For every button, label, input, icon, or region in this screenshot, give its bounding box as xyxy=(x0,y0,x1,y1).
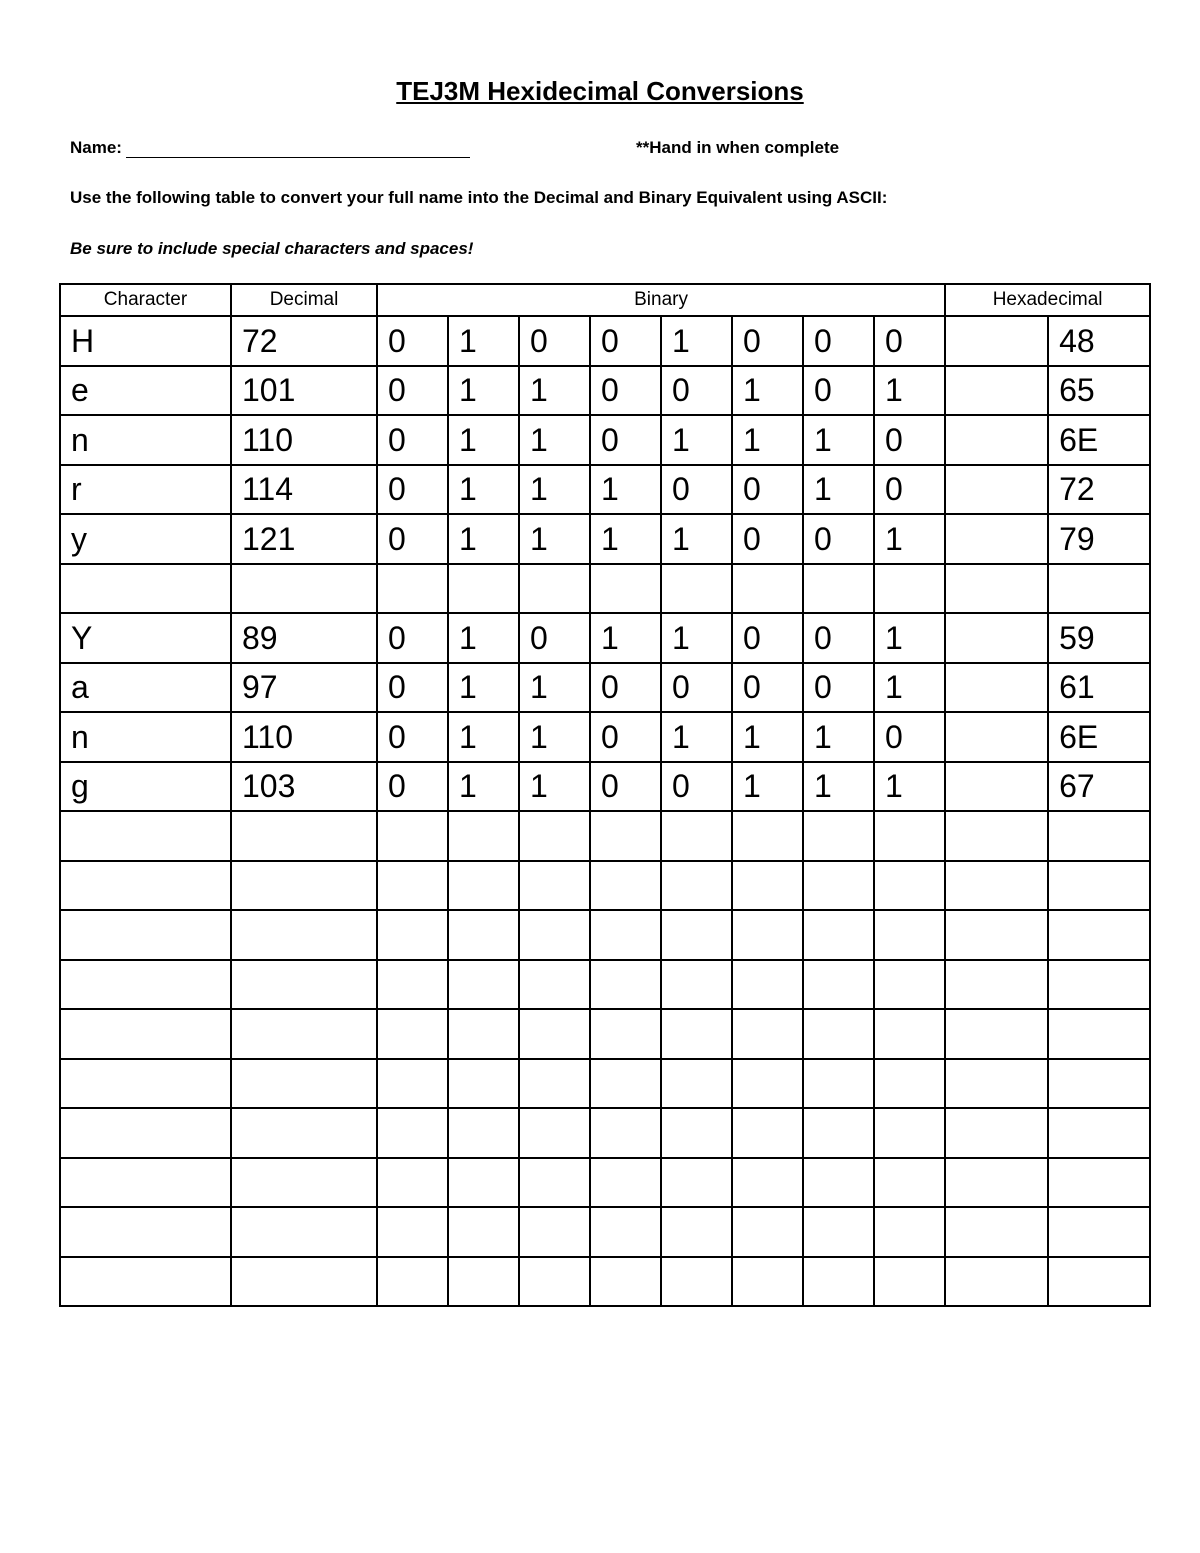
binary-bit-cell[interactable]: 1 xyxy=(519,663,590,713)
binary-bit-cell[interactable]: 0 xyxy=(377,465,448,515)
binary-bit-cell[interactable] xyxy=(377,1108,448,1158)
binary-bit-cell[interactable]: 1 xyxy=(448,415,519,465)
character-cell[interactable] xyxy=(60,960,231,1010)
binary-bit-cell[interactable]: 1 xyxy=(519,415,590,465)
table-row xyxy=(60,514,1150,564)
binary-bit-cell[interactable] xyxy=(661,811,732,861)
table-header-row xyxy=(60,284,1150,316)
binary-bit-cell[interactable]: 1 xyxy=(874,663,945,713)
binary-bit-cell[interactable]: 0 xyxy=(377,613,448,663)
hex-spacer-cell[interactable] xyxy=(945,861,1048,911)
decimal-cell[interactable]: 97 xyxy=(231,663,377,713)
binary-bit-cell[interactable]: 1 xyxy=(519,712,590,762)
binary-bit-cell[interactable]: 0 xyxy=(732,465,803,515)
binary-bit-cell[interactable] xyxy=(732,564,803,614)
table-row xyxy=(60,811,1150,861)
binary-bit-cell[interactable]: 1 xyxy=(874,762,945,812)
binary-bit-cell[interactable] xyxy=(874,1207,945,1257)
instructions: Use the following table to convert your full name into the Decimal and Binary Equivalent using ASCII: xyxy=(70,188,888,207)
binary-bit-cell[interactable]: 0 xyxy=(732,514,803,564)
binary-bit-cell[interactable] xyxy=(803,1009,874,1059)
binary-bit-cell[interactable]: 0 xyxy=(519,613,590,663)
binary-bit-cell[interactable] xyxy=(519,564,590,614)
binary-bit-cell[interactable] xyxy=(448,1059,519,1109)
binary-bit-cell[interactable] xyxy=(732,960,803,1010)
hexadecimal-cell[interactable]: 6E xyxy=(1048,712,1150,762)
character-cell[interactable] xyxy=(60,861,231,911)
binary-bit-cell[interactable] xyxy=(448,861,519,911)
table-row xyxy=(60,415,1150,465)
binary-bit-cell[interactable]: 0 xyxy=(874,316,945,366)
binary-bit-cell[interactable] xyxy=(377,1207,448,1257)
decimal-cell[interactable] xyxy=(231,1257,377,1307)
table-row xyxy=(60,1158,1150,1208)
conversion-table xyxy=(59,283,1151,1307)
binary-bit-cell[interactable] xyxy=(874,1009,945,1059)
binary-bit-cell[interactable] xyxy=(448,1158,519,1208)
table-row xyxy=(60,960,1150,1010)
binary-bit-cell[interactable] xyxy=(377,1158,448,1208)
decimal-cell[interactable] xyxy=(231,1207,377,1257)
binary-bit-cell[interactable]: 1 xyxy=(448,514,519,564)
hexadecimal-cell[interactable] xyxy=(1048,1108,1150,1158)
name-row xyxy=(70,138,470,158)
character-cell[interactable]: r xyxy=(60,465,231,515)
binary-bit-cell[interactable] xyxy=(803,1158,874,1208)
binary-bit-cell[interactable] xyxy=(519,910,590,960)
binary-bit-cell[interactable] xyxy=(874,1257,945,1307)
decimal-cell[interactable]: 89 xyxy=(231,613,377,663)
hex-spacer-cell[interactable] xyxy=(945,415,1048,465)
page-title: TEJ3M Hexidecimal Conversions xyxy=(396,76,804,106)
binary-bit-cell[interactable]: 0 xyxy=(732,316,803,366)
binary-bit-cell[interactable]: 0 xyxy=(377,415,448,465)
binary-bit-cell[interactable]: 0 xyxy=(874,415,945,465)
binary-bit-cell[interactable] xyxy=(377,1009,448,1059)
character-cell[interactable] xyxy=(60,1009,231,1059)
character-cell[interactable]: g xyxy=(60,762,231,812)
character-cell[interactable] xyxy=(60,564,231,614)
binary-bit-cell[interactable] xyxy=(590,811,661,861)
hex-spacer-cell[interactable] xyxy=(945,712,1048,762)
binary-bit-cell[interactable]: 0 xyxy=(377,366,448,416)
binary-bit-cell[interactable] xyxy=(803,1108,874,1158)
hexadecimal-cell[interactable]: 61 xyxy=(1048,663,1150,713)
decimal-cell[interactable]: 110 xyxy=(231,712,377,762)
binary-bit-cell[interactable]: 1 xyxy=(519,465,590,515)
character-cell[interactable]: y xyxy=(60,514,231,564)
table-row xyxy=(60,712,1150,762)
binary-bit-cell[interactable] xyxy=(448,1009,519,1059)
binary-bit-cell[interactable]: 0 xyxy=(590,663,661,713)
binary-bit-cell[interactable] xyxy=(803,811,874,861)
binary-bit-cell[interactable]: 1 xyxy=(732,415,803,465)
table-row xyxy=(60,564,1150,614)
hexadecimal-cell[interactable]: 6E xyxy=(1048,415,1150,465)
binary-bit-cell[interactable] xyxy=(874,564,945,614)
binary-bit-cell[interactable]: 0 xyxy=(590,415,661,465)
binary-bit-cell[interactable] xyxy=(590,1059,661,1109)
hex-spacer-cell[interactable] xyxy=(945,564,1048,614)
decimal-cell[interactable] xyxy=(231,1009,377,1059)
hexadecimal-cell[interactable] xyxy=(1048,1009,1150,1059)
decimal-cell[interactable] xyxy=(231,1059,377,1109)
binary-bit-cell[interactable]: 0 xyxy=(874,465,945,515)
binary-bit-cell[interactable] xyxy=(590,564,661,614)
binary-bit-cell[interactable] xyxy=(590,1158,661,1208)
binary-bit-cell[interactable]: 1 xyxy=(803,415,874,465)
decimal-cell[interactable] xyxy=(231,910,377,960)
table-row xyxy=(60,465,1150,515)
decimal-cell[interactable] xyxy=(231,564,377,614)
binary-bit-cell[interactable]: 1 xyxy=(448,712,519,762)
decimal-cell[interactable] xyxy=(231,811,377,861)
binary-bit-cell[interactable] xyxy=(448,1108,519,1158)
binary-bit-cell[interactable]: 0 xyxy=(803,366,874,416)
binary-bit-cell[interactable] xyxy=(590,910,661,960)
table-row xyxy=(60,910,1150,960)
binary-bit-cell[interactable] xyxy=(590,1108,661,1158)
binary-bit-cell[interactable]: 0 xyxy=(590,316,661,366)
binary-bit-cell[interactable] xyxy=(661,1059,732,1109)
binary-bit-cell[interactable] xyxy=(732,1009,803,1059)
hex-spacer-cell[interactable] xyxy=(945,811,1048,861)
binary-bit-cell[interactable] xyxy=(661,564,732,614)
hexadecimal-cell[interactable]: 72 xyxy=(1048,465,1150,515)
binary-bit-cell[interactable] xyxy=(377,811,448,861)
binary-bit-cell[interactable] xyxy=(661,1108,732,1158)
binary-bit-cell[interactable] xyxy=(590,861,661,911)
binary-bit-cell[interactable]: 1 xyxy=(448,613,519,663)
table-row xyxy=(60,366,1150,416)
hex-spacer-cell[interactable] xyxy=(945,1009,1048,1059)
binary-bit-cell[interactable]: 0 xyxy=(661,465,732,515)
character-cell[interactable] xyxy=(60,910,231,960)
decimal-cell[interactable]: 121 xyxy=(231,514,377,564)
character-cell[interactable]: a xyxy=(60,663,231,713)
hex-spacer-cell[interactable] xyxy=(945,465,1048,515)
binary-bit-cell[interactable] xyxy=(661,960,732,1010)
binary-bit-cell[interactable]: 1 xyxy=(448,465,519,515)
hexadecimal-cell[interactable] xyxy=(1048,811,1150,861)
binary-bit-cell[interactable] xyxy=(732,910,803,960)
binary-bit-cell[interactable] xyxy=(732,1108,803,1158)
binary-bit-cell[interactable] xyxy=(448,564,519,614)
binary-bit-cell[interactable] xyxy=(519,1059,590,1109)
hexadecimal-cell[interactable] xyxy=(1048,910,1150,960)
table-row xyxy=(60,1257,1150,1307)
binary-bit-cell[interactable] xyxy=(448,960,519,1010)
binary-bit-cell[interactable]: 0 xyxy=(803,514,874,564)
hex-spacer-cell[interactable] xyxy=(945,960,1048,1010)
binary-bit-cell[interactable]: 1 xyxy=(448,762,519,812)
decimal-cell[interactable]: 103 xyxy=(231,762,377,812)
hex-spacer-cell[interactable] xyxy=(945,1158,1048,1208)
binary-bit-cell[interactable]: 1 xyxy=(803,465,874,515)
header-decimal: Decimal xyxy=(231,284,377,316)
binary-bit-cell[interactable]: 1 xyxy=(590,514,661,564)
table-row xyxy=(60,1059,1150,1109)
binary-bit-cell[interactable] xyxy=(448,811,519,861)
binary-bit-cell[interactable]: 1 xyxy=(590,465,661,515)
binary-bit-cell[interactable]: 1 xyxy=(661,514,732,564)
binary-bit-cell[interactable]: 1 xyxy=(519,762,590,812)
decimal-cell[interactable] xyxy=(231,960,377,1010)
hexadecimal-cell[interactable]: 65 xyxy=(1048,366,1150,416)
character-cell[interactable]: n xyxy=(60,712,231,762)
binary-bit-cell[interactable] xyxy=(448,1207,519,1257)
name-label: Name: xyxy=(70,138,122,157)
binary-bit-cell[interactable] xyxy=(519,1009,590,1059)
binary-bit-cell[interactable] xyxy=(519,1108,590,1158)
hexadecimal-cell[interactable] xyxy=(1048,1059,1150,1109)
character-cell[interactable]: H xyxy=(60,316,231,366)
binary-bit-cell[interactable]: 0 xyxy=(732,613,803,663)
binary-bit-cell[interactable]: 1 xyxy=(732,762,803,812)
binary-bit-cell[interactable] xyxy=(803,1059,874,1109)
binary-bit-cell[interactable] xyxy=(874,1108,945,1158)
name-field[interactable] xyxy=(126,141,470,158)
decimal-cell[interactable]: 114 xyxy=(231,465,377,515)
hex-spacer-cell[interactable] xyxy=(945,366,1048,416)
table-row xyxy=(60,316,1150,366)
hexadecimal-cell[interactable]: 48 xyxy=(1048,316,1150,366)
table-row xyxy=(60,613,1150,663)
binary-bit-cell[interactable] xyxy=(874,861,945,911)
binary-bit-cell[interactable]: 1 xyxy=(803,712,874,762)
binary-bit-cell[interactable]: 1 xyxy=(874,514,945,564)
binary-bit-cell[interactable] xyxy=(590,1009,661,1059)
binary-bit-cell[interactable]: 1 xyxy=(803,762,874,812)
binary-bit-cell[interactable] xyxy=(377,1059,448,1109)
binary-bit-cell[interactable] xyxy=(732,861,803,911)
hex-spacer-cell[interactable] xyxy=(945,514,1048,564)
binary-bit-cell[interactable]: 1 xyxy=(732,366,803,416)
hexadecimal-cell[interactable]: 79 xyxy=(1048,514,1150,564)
binary-bit-cell[interactable] xyxy=(803,564,874,614)
binary-bit-cell[interactable] xyxy=(874,910,945,960)
binary-bit-cell[interactable] xyxy=(732,1158,803,1208)
binary-bit-cell[interactable] xyxy=(590,960,661,1010)
character-cell[interactable] xyxy=(60,811,231,861)
binary-bit-cell[interactable]: 1 xyxy=(874,366,945,416)
binary-bit-cell[interactable] xyxy=(874,960,945,1010)
binary-bit-cell[interactable]: 1 xyxy=(661,415,732,465)
binary-bit-cell[interactable] xyxy=(519,960,590,1010)
character-cell[interactable]: e xyxy=(60,366,231,416)
binary-bit-cell[interactable] xyxy=(661,1009,732,1059)
binary-bit-cell[interactable] xyxy=(661,1158,732,1208)
binary-bit-cell[interactable] xyxy=(519,861,590,911)
hex-spacer-cell[interactable] xyxy=(945,1207,1048,1257)
character-cell[interactable]: n xyxy=(60,415,231,465)
binary-bit-cell[interactable] xyxy=(803,960,874,1010)
binary-bit-cell[interactable] xyxy=(732,1257,803,1307)
hexadecimal-cell[interactable] xyxy=(1048,1257,1150,1307)
binary-bit-cell[interactable]: 0 xyxy=(590,712,661,762)
decimal-cell[interactable]: 101 xyxy=(231,366,377,416)
binary-bit-cell[interactable] xyxy=(661,910,732,960)
table-row xyxy=(60,1108,1150,1158)
binary-bit-cell[interactable]: 0 xyxy=(377,316,448,366)
binary-bit-cell[interactable] xyxy=(803,1207,874,1257)
decimal-cell[interactable]: 72 xyxy=(231,316,377,366)
header-character: Character xyxy=(60,284,231,316)
hex-spacer-cell[interactable] xyxy=(945,1059,1048,1109)
decimal-cell[interactable] xyxy=(231,1158,377,1208)
character-cell[interactable]: Y xyxy=(60,613,231,663)
hex-spacer-cell[interactable] xyxy=(945,663,1048,713)
binary-bit-cell[interactable] xyxy=(803,1257,874,1307)
binary-bit-cell[interactable] xyxy=(519,811,590,861)
binary-bit-cell[interactable] xyxy=(590,1207,661,1257)
binary-bit-cell[interactable] xyxy=(377,910,448,960)
character-cell[interactable] xyxy=(60,1059,231,1109)
binary-bit-cell[interactable]: 1 xyxy=(519,514,590,564)
binary-bit-cell[interactable]: 1 xyxy=(661,316,732,366)
binary-bit-cell[interactable]: 0 xyxy=(590,366,661,416)
hexadecimal-cell[interactable]: 67 xyxy=(1048,762,1150,812)
table-row xyxy=(60,861,1150,911)
binary-bit-cell[interactable] xyxy=(874,1059,945,1109)
binary-bit-cell[interactable]: 0 xyxy=(732,663,803,713)
header-hexadecimal: Hexadecimal xyxy=(945,284,1150,316)
binary-bit-cell[interactable] xyxy=(590,1257,661,1307)
hex-spacer-cell[interactable] xyxy=(945,1257,1048,1307)
hexadecimal-cell[interactable] xyxy=(1048,1158,1150,1208)
binary-bit-cell[interactable]: 1 xyxy=(590,613,661,663)
decimal-cell[interactable]: 110 xyxy=(231,415,377,465)
binary-bit-cell[interactable] xyxy=(519,1207,590,1257)
binary-bit-cell[interactable]: 0 xyxy=(661,663,732,713)
header-binary: Binary xyxy=(377,284,945,316)
binary-bit-cell[interactable]: 0 xyxy=(377,663,448,713)
binary-bit-cell[interactable]: 1 xyxy=(732,712,803,762)
character-cell[interactable] xyxy=(60,1207,231,1257)
binary-bit-cell[interactable] xyxy=(732,1059,803,1109)
binary-bit-cell[interactable]: 1 xyxy=(661,712,732,762)
binary-bit-cell[interactable]: 0 xyxy=(377,762,448,812)
binary-bit-cell[interactable]: 0 xyxy=(377,712,448,762)
hex-spacer-cell[interactable] xyxy=(945,316,1048,366)
hand-in-note: **Hand in when complete xyxy=(636,138,840,157)
binary-bit-cell[interactable] xyxy=(448,1257,519,1307)
binary-bit-cell[interactable] xyxy=(377,960,448,1010)
binary-bit-cell[interactable] xyxy=(874,811,945,861)
binary-bit-cell[interactable]: 0 xyxy=(874,712,945,762)
decimal-cell[interactable] xyxy=(231,1108,377,1158)
binary-bit-cell[interactable] xyxy=(377,564,448,614)
table-row xyxy=(60,1207,1150,1257)
special-chars-note: Be sure to include special characters and spaces! xyxy=(70,239,474,258)
character-cell[interactable] xyxy=(60,1257,231,1307)
binary-bit-cell[interactable]: 1 xyxy=(448,316,519,366)
hex-spacer-cell[interactable] xyxy=(945,1108,1048,1158)
binary-bit-cell[interactable] xyxy=(519,1158,590,1208)
character-cell[interactable] xyxy=(60,1158,231,1208)
binary-bit-cell[interactable]: 1 xyxy=(448,366,519,416)
binary-bit-cell[interactable]: 0 xyxy=(377,514,448,564)
binary-bit-cell[interactable] xyxy=(732,1207,803,1257)
decimal-cell[interactable] xyxy=(231,861,377,911)
binary-bit-cell[interactable]: 1 xyxy=(448,663,519,713)
binary-bit-cell[interactable] xyxy=(377,1257,448,1307)
table-row xyxy=(60,762,1150,812)
binary-bit-cell[interactable]: 0 xyxy=(803,316,874,366)
binary-bit-cell[interactable]: 0 xyxy=(803,613,874,663)
character-cell[interactable] xyxy=(60,1108,231,1158)
binary-bit-cell[interactable] xyxy=(874,1158,945,1208)
binary-bit-cell[interactable] xyxy=(803,861,874,911)
hex-spacer-cell[interactable] xyxy=(945,910,1048,960)
binary-bit-cell[interactable] xyxy=(661,1257,732,1307)
binary-bit-cell[interactable] xyxy=(661,861,732,911)
hexadecimal-cell[interactable]: 59 xyxy=(1048,613,1150,663)
binary-bit-cell[interactable]: 1 xyxy=(661,613,732,663)
hexadecimal-cell[interactable] xyxy=(1048,564,1150,614)
table-row xyxy=(60,1009,1150,1059)
binary-bit-cell[interactable] xyxy=(448,910,519,960)
binary-bit-cell[interactable] xyxy=(661,1207,732,1257)
binary-bit-cell[interactable] xyxy=(732,811,803,861)
binary-bit-cell[interactable]: 0 xyxy=(590,762,661,812)
binary-bit-cell[interactable] xyxy=(377,861,448,911)
binary-bit-cell[interactable]: 1 xyxy=(874,613,945,663)
binary-bit-cell[interactable]: 1 xyxy=(519,366,590,416)
hex-spacer-cell[interactable] xyxy=(945,613,1048,663)
binary-bit-cell[interactable] xyxy=(803,910,874,960)
binary-bit-cell[interactable]: 0 xyxy=(661,366,732,416)
hex-spacer-cell[interactable] xyxy=(945,762,1048,812)
hexadecimal-cell[interactable] xyxy=(1048,861,1150,911)
binary-bit-cell[interactable]: 0 xyxy=(519,316,590,366)
binary-bit-cell[interactable]: 0 xyxy=(803,663,874,713)
binary-bit-cell[interactable]: 0 xyxy=(661,762,732,812)
hexadecimal-cell[interactable] xyxy=(1048,1207,1150,1257)
hexadecimal-cell[interactable] xyxy=(1048,960,1150,1010)
binary-bit-cell[interactable] xyxy=(519,1257,590,1307)
table-row xyxy=(60,663,1150,713)
